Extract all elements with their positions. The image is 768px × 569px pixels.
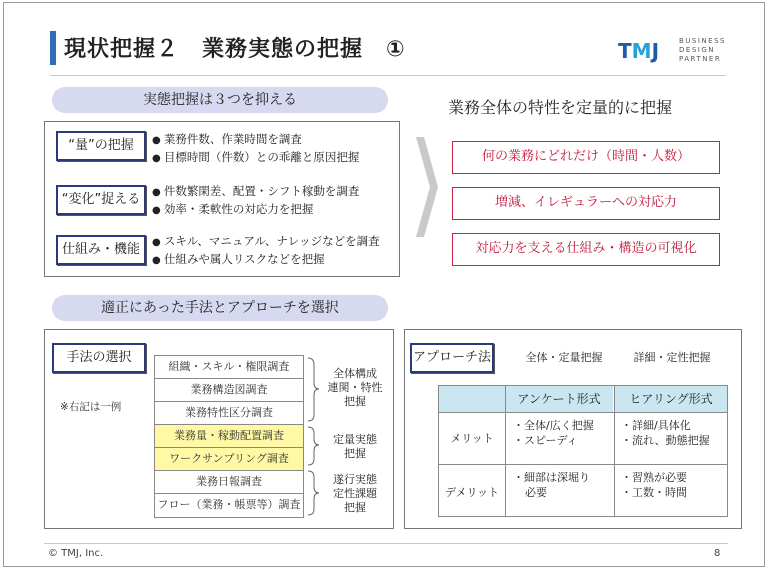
page-title: 現状把握２ 業務実態の把握 ① xyxy=(64,37,406,62)
merit-survey: ・全体/広く把握 ・スピーディ xyxy=(513,419,594,447)
tag-mechanism: 仕組み・機能 xyxy=(56,235,146,265)
footer-divider xyxy=(44,543,728,544)
example-note: ※右記は一例 xyxy=(60,401,122,413)
group-label-qualitative: 遂行実態 定性課題 把握 xyxy=(333,473,377,514)
group-brackets xyxy=(306,355,320,519)
copyright: © TMJ, Inc. xyxy=(48,548,104,559)
point-box-3: 対応力を支える仕組み・構造の可視化 xyxy=(452,233,720,266)
page-number: 8 xyxy=(714,548,721,559)
method-item: 業務日報調査 xyxy=(155,471,303,494)
group-label-structure: 全体構成 連関・特性 把握 xyxy=(327,367,383,408)
chevron-right-icon xyxy=(416,137,438,237)
mechanism-bullets xyxy=(152,233,380,269)
approach-table xyxy=(438,385,728,517)
tag-quantity: “量”の把握 xyxy=(56,131,146,161)
bullet: ● 業務件数、作業時間を調査 xyxy=(152,131,359,149)
section-heading-quantitative: 業務全体の特性を定量的に把握 xyxy=(448,98,673,117)
group-label-quantitative: 定量実態 把握 xyxy=(333,433,377,460)
title-accent-bar xyxy=(50,31,56,65)
change-bullets xyxy=(152,183,359,219)
bullet: ● 件数繁閑差、配置・シフト稼動を調査 xyxy=(152,183,359,201)
bullet: ● スキル、マニュアル、ナレッジなどを調査 xyxy=(152,233,380,251)
method-list xyxy=(154,355,304,518)
point-box-1: 何の業務にどれだけ（時間・人数） xyxy=(452,141,720,174)
section-heading-reality: 実態把握は３つを抑える xyxy=(52,87,388,113)
slide xyxy=(3,2,765,567)
col-caption-quantitative: 全体・定量把握 xyxy=(525,351,603,364)
table-head-survey: アンケート形式 xyxy=(505,386,613,412)
row-label-demerit: デメリット xyxy=(444,486,500,499)
bullet: ● 仕組みや属人リスクなどを把握 xyxy=(152,251,380,269)
merit-interview: ・詳細/具体化 ・流れ、動態把握 xyxy=(621,419,710,447)
demerit-survey: ・細部は深堀り 必要 xyxy=(513,471,590,499)
demerit-interview: ・習熟が必要 ・工数・時間 xyxy=(621,471,687,499)
method-item: 業務構造図調査 xyxy=(155,379,303,402)
col-caption-qualitative: 詳細・定性把握 xyxy=(633,351,711,364)
quantity-bullets xyxy=(152,131,359,167)
method-item-highlighted: ワークサンプリング調査 xyxy=(155,448,303,471)
method-item-highlighted: 業務量・稼動配置調査 xyxy=(155,425,303,448)
tag-approach: アプローチ法 xyxy=(410,343,494,373)
method-item: フロー（業務・帳票等）調査 xyxy=(155,494,303,517)
point-box-2: 増減、イレギュラーへの対応力 xyxy=(452,187,720,220)
logo-tagline: BUSINESS DESIGN PARTNER xyxy=(679,37,726,63)
tag-change: “変化”捉える xyxy=(56,185,146,215)
section-heading-method: 適正にあった手法とアプローチを選択 xyxy=(52,295,388,321)
table-corner xyxy=(439,386,505,412)
tmj-logo: TMJ xyxy=(618,39,660,63)
row-label-merit: メリット xyxy=(450,432,494,445)
bullet: ● 効率・柔軟性の対応力を把握 xyxy=(152,201,359,219)
method-item: 業務特性区分調査 xyxy=(155,402,303,425)
table-head-interview: ヒアリング形式 xyxy=(615,386,727,412)
method-item: 組織・スキル・権限調査 xyxy=(155,356,303,379)
tag-method-selection: 手法の選択 xyxy=(52,343,146,373)
header-divider xyxy=(50,75,726,76)
bullet: ● 目標時間（件数）との乖離と原因把握 xyxy=(152,149,359,167)
